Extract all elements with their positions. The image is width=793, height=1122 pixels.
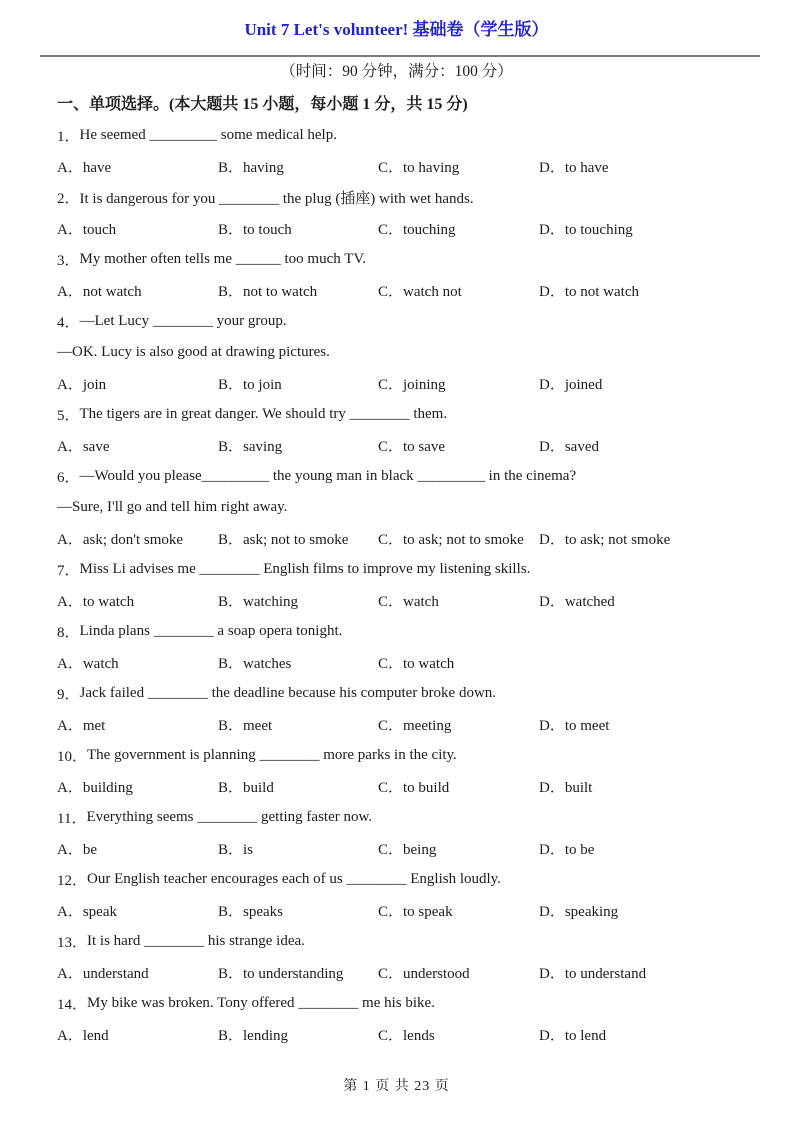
- option: D．to be: [539, 842, 595, 858]
- question: [57, 244, 760, 306]
- option: C．touching: [378, 222, 456, 238]
- options-row: [57, 957, 760, 988]
- question-text: It is dangerous for you ________ the plug (插座) with wet hands.: [79, 191, 474, 207]
- option: A．save: [57, 439, 110, 455]
- question-number: 5．: [57, 408, 80, 424]
- option: B．watching: [218, 594, 298, 610]
- options-row: [57, 647, 760, 678]
- options-row: [57, 585, 760, 616]
- option: C．to build: [378, 780, 450, 796]
- question: [57, 740, 760, 802]
- question-line: [57, 988, 760, 1019]
- question-line: [57, 802, 760, 833]
- question-line: [57, 399, 760, 430]
- option: D．to ask; not smoke: [539, 532, 671, 548]
- question: [57, 616, 760, 678]
- option: B．is: [218, 842, 254, 858]
- option: C．to having: [378, 160, 460, 176]
- question-line: [57, 926, 760, 957]
- question-line: [57, 554, 760, 585]
- question-text: Our English teacher encourages each of us ________ English loudly.: [87, 871, 501, 887]
- question-text: Linda plans ________ a soap opera tonight.: [79, 623, 343, 639]
- option: B．speaks: [218, 904, 283, 920]
- option: C．joining: [378, 377, 446, 393]
- option: C．watch not: [378, 284, 462, 300]
- option: D．to not watch: [539, 284, 639, 300]
- option: C．meeting: [378, 718, 452, 734]
- question: [57, 399, 760, 461]
- option: D．watched: [539, 594, 615, 610]
- question-list: [57, 120, 760, 1050]
- question-text: Jack failed ________ the deadline because his computer broke down.: [79, 685, 497, 701]
- header-divider: [40, 55, 760, 57]
- question-line: [57, 244, 760, 275]
- question-number: 2．: [57, 191, 80, 207]
- question: [57, 461, 760, 554]
- option: D．speaking: [539, 904, 619, 920]
- option: D．to have: [539, 160, 609, 176]
- question: [57, 120, 760, 182]
- question-number: 4．: [57, 315, 80, 331]
- option: C．watch: [378, 594, 439, 610]
- option: C．to speak: [378, 904, 453, 920]
- option: D．built: [539, 780, 593, 796]
- question: [57, 802, 760, 864]
- option: D．to touching: [539, 222, 633, 238]
- option: C．lends: [378, 1028, 435, 1044]
- option: B．having: [218, 160, 284, 176]
- option: A．met: [57, 718, 106, 734]
- option: A．ask; don't smoke: [57, 532, 184, 548]
- question-text: —Would you please_________ the young man in black _________ in the cinema?: [79, 468, 577, 484]
- question-text: My mother often tells me ______ too much TV.: [79, 251, 367, 267]
- question-text: The government is planning ________ more parks in the city.: [87, 747, 457, 763]
- option: D．joined: [539, 377, 603, 393]
- options-row: [57, 833, 760, 864]
- question-text: It is hard ________ his strange idea.: [87, 933, 305, 949]
- question-line: [57, 492, 760, 523]
- question-line: [57, 306, 760, 337]
- question-number: 14．: [57, 997, 88, 1013]
- question-text: —OK. Lucy is also good at drawing pictures.: [57, 344, 330, 360]
- option: C．to save: [378, 439, 446, 455]
- question-line: [57, 337, 760, 368]
- question-text: The tigers are in great danger. We should try ________ them.: [79, 406, 448, 422]
- question-line: [57, 616, 760, 647]
- option: C．to ask; not to smoke: [378, 532, 524, 548]
- option: B．meet: [218, 718, 273, 734]
- option: A．touch: [57, 222, 117, 238]
- options-row: [57, 895, 760, 926]
- option: D．to lend: [539, 1028, 607, 1044]
- question: [57, 554, 760, 616]
- options-row: [57, 771, 760, 802]
- question-line: [57, 740, 760, 771]
- page-number: 第 1 页 共 23 页: [343, 1079, 450, 1094]
- option: B．to understanding: [218, 966, 344, 982]
- exam-time-score: （时间：90 分钟，满分：100 分）: [280, 63, 513, 80]
- question-text: He seemed _________ some medical help.: [79, 127, 337, 143]
- question-number: 12．: [57, 873, 88, 889]
- option: A．building: [57, 780, 133, 796]
- question-number: 7．: [57, 563, 80, 579]
- option: A．not watch: [57, 284, 142, 300]
- question-text: —Let Lucy ________ your group.: [79, 313, 287, 329]
- options-row: [57, 275, 760, 306]
- option: A．understand: [57, 966, 149, 982]
- option: C．understood: [378, 966, 470, 982]
- option: A．speak: [57, 904, 117, 920]
- question-text: Everything seems ________ getting faster now.: [86, 809, 373, 825]
- question-text: —Sure, I'll go and tell him right away.: [57, 499, 288, 515]
- page-title: Unit 7 Let's volunteer! 基础卷（学生版）: [244, 20, 549, 39]
- option: A．have: [57, 160, 112, 176]
- options-row: [57, 430, 760, 461]
- options-row: [57, 709, 760, 740]
- question: [57, 678, 760, 740]
- question: [57, 988, 760, 1050]
- question-line: [57, 864, 760, 895]
- question-line: [57, 461, 760, 492]
- question-line: [57, 182, 760, 213]
- options-row: [57, 151, 760, 182]
- options-row: [57, 1019, 760, 1050]
- option: C．being: [378, 842, 437, 858]
- question-number: 3．: [57, 253, 80, 269]
- question: [57, 306, 760, 399]
- option: B．watches: [218, 656, 292, 672]
- question-text: My bike was broken. Tony offered ________ me his bike.: [87, 995, 435, 1011]
- question: [57, 864, 760, 926]
- option: A．be: [57, 842, 97, 858]
- option: C．to watch: [378, 656, 455, 672]
- option: B．ask; not to smoke: [218, 532, 349, 548]
- question: [57, 926, 760, 988]
- option: B．to touch: [218, 222, 292, 238]
- question-number: 13．: [57, 935, 88, 951]
- option: A．watch: [57, 656, 119, 672]
- question-line: [57, 678, 760, 709]
- option: D．saved: [539, 439, 599, 455]
- options-row: [57, 213, 760, 244]
- option: B．saving: [218, 439, 283, 455]
- option: B．not to watch: [218, 284, 318, 300]
- option: B．build: [218, 780, 274, 796]
- question-number: 6．: [57, 470, 80, 486]
- question-number: 10．: [57, 749, 88, 765]
- options-row: [57, 368, 760, 399]
- section-heading: 一、单项选择。(本大题共 15 小题，每小题 1 分，共 15 分): [57, 96, 468, 113]
- option: D．to meet: [539, 718, 610, 734]
- question-number: 11．: [57, 811, 87, 827]
- option: A．join: [57, 377, 107, 393]
- question-text: Miss Li advises me ________ English films to improve my listening skills.: [79, 561, 531, 577]
- option: D．to understand: [539, 966, 647, 982]
- question-number: 8．: [57, 625, 80, 641]
- option: A．to watch: [57, 594, 135, 610]
- options-row: [57, 523, 760, 554]
- option: A．lend: [57, 1028, 109, 1044]
- question-number: 9．: [57, 687, 80, 703]
- option: B．to join: [218, 377, 282, 393]
- question-number: 1．: [57, 129, 80, 145]
- option: B．lending: [218, 1028, 288, 1044]
- question: [57, 182, 760, 244]
- question-line: [57, 120, 760, 151]
